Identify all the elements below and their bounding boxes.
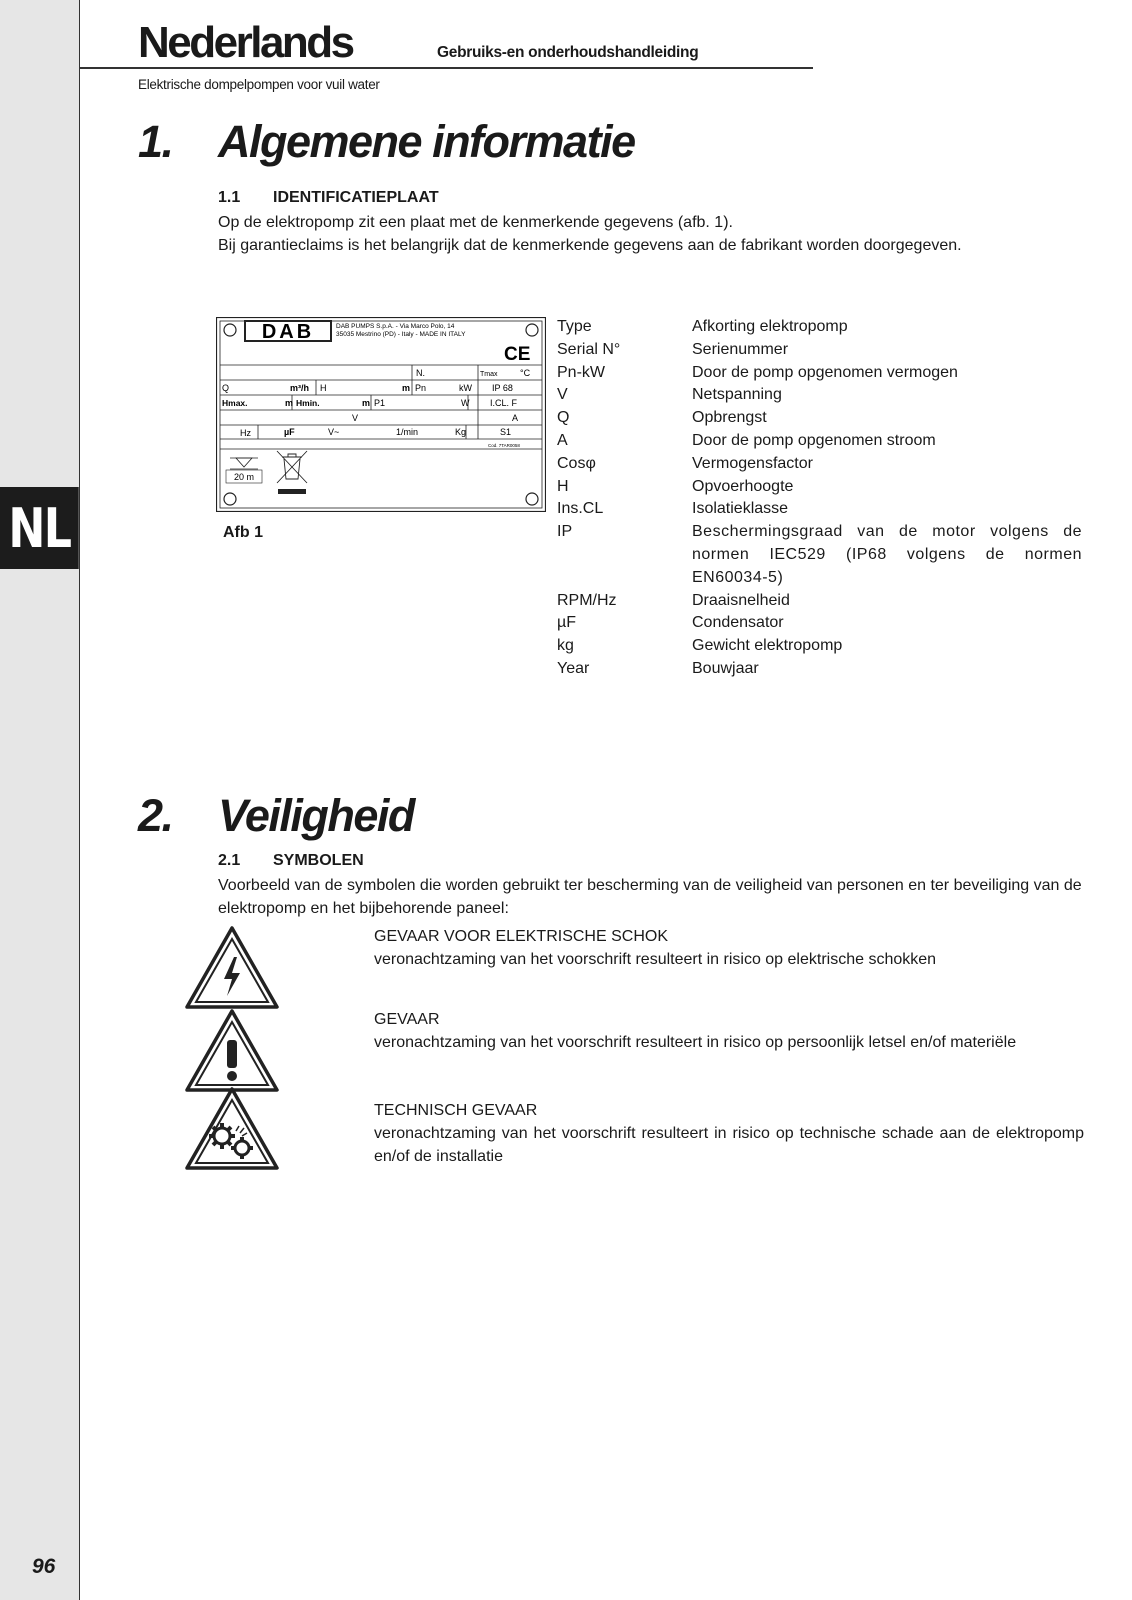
section-1-number: 1. [138, 116, 173, 167]
plate-label: Q [222, 383, 230, 393]
spec-row [557, 658, 1082, 681]
spec-value: Serienummer [692, 340, 789, 358]
spec-value: Gewicht elektropomp [692, 637, 843, 655]
plate-specification-list [557, 316, 1082, 681]
spec-key: RPM/Hz [557, 591, 617, 609]
screw-hole-icon [526, 324, 538, 336]
subsection-2-1-number: 2.1 [218, 852, 241, 869]
plate-label: Hmax. [222, 398, 248, 408]
spec-value: Door de pomp opgenomen stroom [692, 431, 936, 449]
electric-shock-warning-icon [184, 925, 280, 1011]
spec-row [557, 498, 1082, 521]
subsection-1-1-number: 1.1 [218, 189, 241, 206]
plate-label: m [362, 398, 371, 408]
spec-row [557, 384, 1082, 407]
spec-value: Netspanning [692, 386, 782, 404]
spec-value: Opvoerhoogte [692, 477, 794, 495]
header-title: Nederlands [138, 18, 353, 67]
paragraph-line: Bij garantieclaims is het belangrijk dat de kenmerkende gegevens aan de fabrikant worden doorgegeven. [218, 237, 962, 254]
plate-label: A [512, 413, 519, 423]
spec-key: Serial N° [557, 340, 621, 358]
spec-row [557, 453, 1082, 476]
spec-key: Type [557, 318, 592, 335]
plate-label: W [461, 398, 470, 408]
spec-key: Pn-kW [557, 363, 605, 381]
spec-key: H [557, 477, 569, 495]
plate-label: µF [284, 427, 295, 437]
plate-label: Pn [415, 383, 427, 393]
general-danger-warning-icon [184, 1008, 280, 1094]
plate-label: I.CL. F [490, 398, 518, 408]
plate-label: V [352, 413, 359, 423]
spec-value: Opbrengst [692, 409, 767, 427]
immersion-depth-icon [226, 458, 262, 483]
symbol-description: veronachtzaming van het voorschrift resulteert in risico op technische schade aan de elektropomp en/of de installatie [374, 1125, 1084, 1165]
plate-label: m³/h [290, 383, 309, 393]
spec-value: Draaisnelheid [692, 591, 790, 609]
spec-key: Year [557, 659, 590, 677]
plate-label: °C [520, 368, 531, 378]
subsection-1-1-title: IDENTIFICATIEPLAAT [273, 189, 439, 206]
header-subtitle: Gebruiks-en onderhoudshandleiding [437, 44, 699, 61]
spec-key: kg [557, 637, 574, 655]
subsection-1-1-heading [218, 189, 618, 209]
plate-address-line: DAB PUMPS S.p.A. - Via Marco Polo, 14 [336, 323, 455, 330]
ce-mark-icon: CE [504, 344, 531, 365]
spec-key: A [557, 431, 568, 449]
spec-row [557, 407, 1082, 430]
spec-key: Ins.CL [557, 500, 604, 518]
screw-hole-icon [526, 493, 538, 505]
symbol-title: GEVAAR [374, 1011, 440, 1028]
screw-hole-icon [224, 493, 236, 505]
language-tab: NL [0, 487, 79, 569]
spec-key: IP [557, 523, 573, 541]
plate-label: m [285, 398, 294, 408]
plate-label: Hz [240, 428, 251, 438]
symbol-description: veronachtzaming van het voorschrift resulteert in risico op elektrische schokken [374, 951, 937, 968]
spec-key: Q [557, 409, 570, 427]
plate-label: P1 [374, 398, 386, 408]
plate-label: Kg [454, 427, 466, 437]
spec-row [557, 590, 1082, 613]
figure-caption: Afb 1 [223, 524, 263, 541]
sidebar [0, 0, 80, 1600]
plate-label: H [320, 383, 327, 393]
spec-row [557, 521, 1082, 589]
header-rule [80, 67, 813, 69]
plate-depth: 20 m [233, 472, 255, 482]
spec-value: Bouwjaar [692, 659, 759, 677]
symbol-description: veronachtzaming van het voorschrift resulteert in risico op persoonlijk letsel en/of materiële [374, 1034, 1017, 1051]
spec-key: µF [557, 614, 576, 632]
plate-label: kW [459, 383, 472, 393]
section-2-title: Veiligheid [218, 790, 414, 841]
spec-row [557, 430, 1082, 453]
spec-value: Isolatieklasse [692, 500, 789, 518]
spec-row [557, 316, 1082, 339]
plate-label: V~ [328, 427, 340, 437]
page-number: 96 [32, 1555, 56, 1578]
plate-label: N. [416, 368, 425, 378]
plate-label: m [402, 383, 411, 393]
weee-crossed-bin-icon [277, 451, 307, 494]
plate-label: S1 [500, 427, 512, 437]
spec-row [557, 612, 1082, 635]
section-1-heading [138, 116, 738, 176]
header-tagline: Elektrische dompelpompen voor vuil water [138, 77, 380, 92]
section-2-number: 2. [138, 790, 173, 841]
plate-code: Cod. 7TAR0058 [488, 443, 520, 448]
spec-key: Cosφ [557, 454, 596, 472]
symbol-title: GEVAAR VOOR ELEKTRISCHE SCHOK [374, 928, 668, 945]
spec-key: V [557, 386, 568, 404]
plate-label: 1/min [396, 427, 419, 437]
subsection-2-1-heading [218, 852, 618, 872]
plate-brand: DAB [261, 321, 315, 343]
section-2-heading [138, 790, 738, 850]
plate-label: Hmin. [296, 398, 320, 408]
subsection-2-1-text: Voorbeeld van de symbolen die worden gebruikt ter bescherming van de veiligheid van personen en ter beveiliging van de elektropomp en het bijbehorende paneel: [218, 877, 1082, 917]
spec-value: Door de pomp opgenomen vermogen [692, 363, 958, 381]
screw-hole-icon [224, 324, 236, 336]
plate-label: IP 68 [492, 383, 513, 393]
spec-value: Afkorting elektropomp [692, 318, 848, 335]
plate-label: Tmax [480, 371, 498, 378]
spec-value: Condensator [692, 614, 784, 632]
identification-plate-figure [216, 317, 546, 512]
subsection-2-1-title: SYMBOLEN [273, 852, 364, 869]
spec-row [557, 635, 1082, 658]
spec-value: Vermogensfactor [692, 454, 813, 472]
symbol-title: TECHNISCH GEVAAR [374, 1102, 538, 1119]
spec-row [557, 362, 1082, 385]
technical-danger-warning-icon [184, 1086, 280, 1172]
plate-address-line: 35035 Mestrino (PD) - Italy - MADE IN ITALY [336, 331, 466, 338]
paragraph-line: Op de elektropomp zit een plaat met de kenmerkende gegevens (afb. 1). [218, 214, 733, 231]
spec-row [557, 339, 1082, 362]
subsection-1-1-text [218, 211, 1088, 257]
dab-logo [245, 321, 331, 343]
section-1-title: Algemene informatie [218, 116, 635, 167]
spec-value: Beschermingsgraad van de motor volgens de normen IEC529 (IP68 volgens de normen EN60034-5) [692, 523, 1082, 586]
spec-row [557, 476, 1082, 499]
